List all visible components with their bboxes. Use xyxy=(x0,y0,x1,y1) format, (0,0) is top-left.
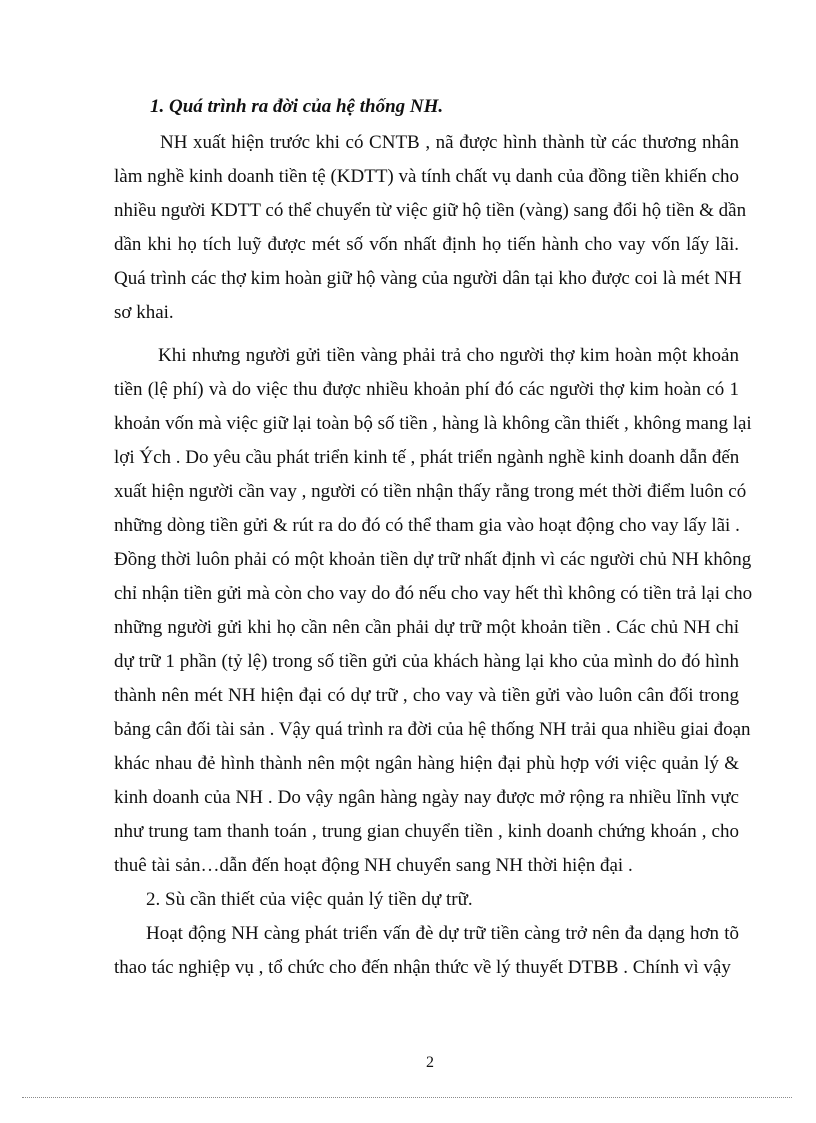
paragraph-2-line-7: Đồng thời luôn phải có một khoản tiền dự trữ nhất định vì các người chủ NH không xyxy=(114,549,752,570)
paragraph-2-line-12: bảng cân đối tài sản . Vậy quá trình ra đời của hệ thống NH trải qua nhiều giai đoạn xyxy=(114,719,751,740)
paragraph-1-line-3: nhiều người KDTT có thể chuyển từ việc giữ hộ tiền (vàng) sang đổi hộ tiền & dần xyxy=(114,200,747,221)
paragraph-1-line-2: làm nghề kinh doanh tiền tệ (KDTT) và tính chất vụ danh của đồng tiền khiến cho xyxy=(114,166,739,187)
paragraph-2-line-5: xuất hiện người cần vay , người có tiền nhận thấy rằng trong mét thời điểm luôn có xyxy=(114,481,747,502)
paragraph-2-line-13: khác nhau đẻ hình thành nên một ngân hàng hiện đại phù hợp với việc quản lý & xyxy=(114,753,739,774)
paragraph-1-line-6: sơ khai. xyxy=(114,302,174,323)
paragraph-3-line-2: thao tác nghiệp vụ , tổ chức cho đến nhận thức về lý thuyết DTBB . Chính vì vậy xyxy=(114,957,731,978)
paragraph-2-line-3: khoản vốn mà việc giữ lại toàn bộ số tiền , hàng là không cần thiết , không mang lại xyxy=(114,413,752,434)
paragraph-2-line-8: chỉ nhận tiền gửi mà còn cho vay do đó nếu cho vay hết thì không có tiền trả lại cho xyxy=(114,583,753,604)
section-heading-1: 1. Quá trình ra đời của hệ thống NH. xyxy=(150,96,444,117)
paragraph-2-line-16: thuê tài sản…dẫn đến hoạt động NH chuyển sang NH thời hiện đại . xyxy=(114,855,633,876)
page-footer-divider xyxy=(22,1097,792,1098)
paragraph-2-line-14: kinh doanh của NH . Do vậy ngân hàng ngày nay được mở rộng ra nhiều lĩnh vực xyxy=(114,787,739,808)
paragraph-2-line-9: những người gửi khi họ cần nên cần phải dự trữ một khoản tiền . Các chủ NH chỉ xyxy=(114,617,739,638)
section-heading-2: 2. Sù cần thiết của việc quản lý tiền dự trữ. xyxy=(146,889,473,910)
paragraph-2-line-1: Khi nhưng người gửi tiền vàng phải trả cho người thợ kim hoàn một khoản xyxy=(158,345,739,366)
paragraph-1-line-5: Quá trình các thợ kim hoàn giữ hộ vàng của người dân tại kho được coi là mét NH xyxy=(114,268,742,289)
paragraph-2-line-15: như trung tam thanh toán , trung gian chuyển tiền , kinh doanh chứng khoán , cho xyxy=(114,821,739,842)
paragraph-2-line-4: lợi Ých . Do yêu cầu phát triển kinh tế , phát triển ngành nghề kinh doanh dẫn đến xyxy=(114,447,740,468)
paragraph-1-line-1: NH xuất hiện trước khi có CNTB , nã được hình thành từ các thương nhân xyxy=(160,132,739,153)
paragraph-2-line-10: dự trữ 1 phần (tỷ lệ) trong số tiền gửi của khách hàng lại kho của mình do đó hình xyxy=(114,651,739,672)
page-number: 2 xyxy=(426,1054,434,1071)
paragraph-2-line-2: tiền (lệ phí) và do việc thu được nhiều khoản phí đó các người thợ kim hoàn có 1 xyxy=(114,379,739,400)
paragraph-3-line-1: Hoạt động NH càng phát triển vấn đè dự trữ tiền càng trở nên đa dạng hơn tõ xyxy=(146,923,739,944)
paragraph-2-line-6: những dòng tiền gửi & rút ra do đó có thể tham gia vào hoạt động cho vay lấy lãi . xyxy=(114,515,740,536)
paragraph-2-line-11: thành nên mét NH hiện đại có dự trữ , cho vay và tiền gửi vào luôn cân đối trong xyxy=(114,685,739,706)
paragraph-1-line-4: dần khi họ tích luỹ được mét số vốn nhất định họ tiến hành cho vay vốn lấy lãi. xyxy=(114,234,739,255)
